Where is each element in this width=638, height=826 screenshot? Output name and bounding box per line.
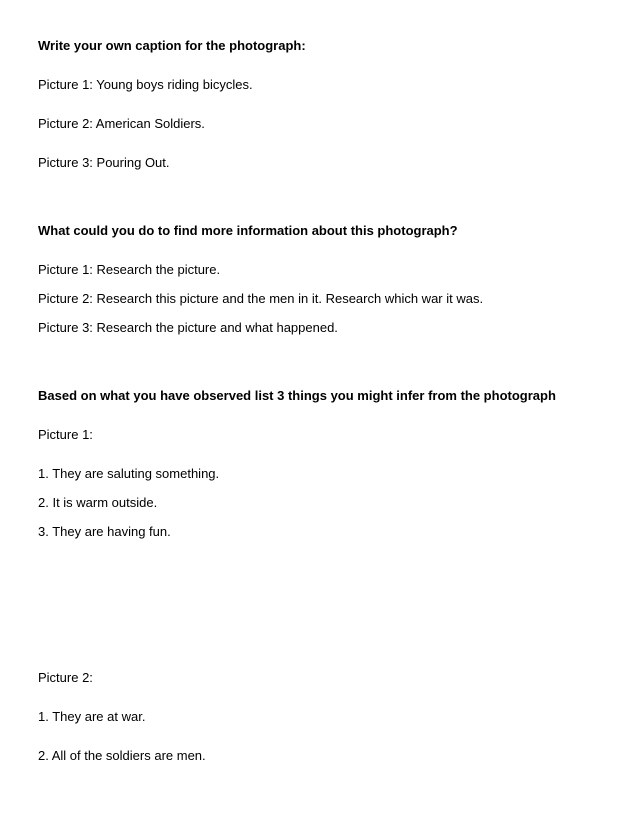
caption-picture-1: Picture 1: Young boys riding bicycles.	[38, 77, 253, 92]
section-heading-caption: Write your own caption for the photograph:	[38, 38, 306, 53]
section-heading-infer: Based on what you have observed list 3 things you might infer from the photograph	[38, 388, 556, 403]
caption-picture-2: Picture 2: American Soldiers.	[38, 116, 205, 131]
infer-picture-2-item-1: 1. They are at war.	[38, 709, 146, 724]
more-info-picture-3: Picture 3: Research the picture and what happened.	[38, 320, 338, 335]
section-heading-more-info: What could you do to find more information about this photograph?	[38, 223, 458, 238]
more-info-picture-2: Picture 2: Research this picture and the men in it. Research which war it was.	[38, 291, 484, 306]
infer-picture-1-item-3: 3. They are having fun.	[38, 524, 171, 539]
infer-picture-1-label: Picture 1:	[38, 427, 93, 442]
infer-picture-1-item-2: 2. It is warm outside.	[38, 495, 158, 510]
more-info-picture-1: Picture 1: Research the picture.	[38, 262, 221, 277]
infer-picture-2-item-2: 2. All of the soldiers are men.	[38, 748, 206, 763]
infer-picture-2-label: Picture 2:	[38, 670, 93, 685]
infer-picture-1-item-1: 1. They are saluting something.	[38, 466, 220, 481]
caption-picture-3: Picture 3: Pouring Out.	[38, 155, 170, 170]
